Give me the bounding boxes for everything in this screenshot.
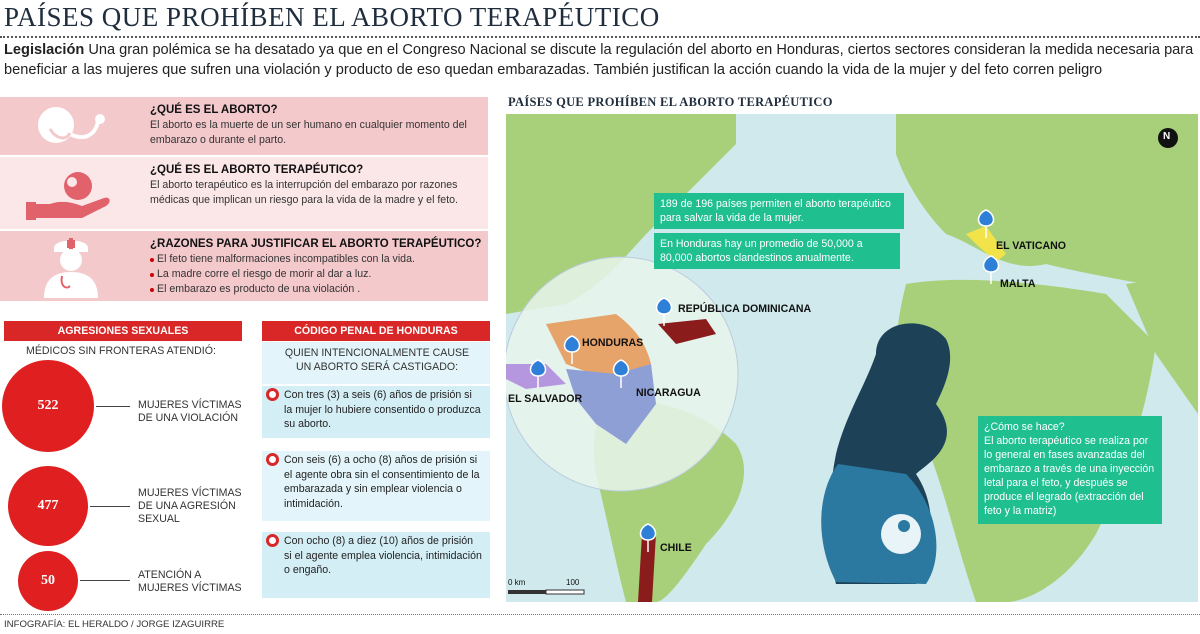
stat-circle-50: 50 (18, 551, 78, 611)
hand-fetus-icon (26, 163, 116, 225)
ring-icon (266, 534, 279, 547)
stat-label-line: MUJERES VÍCTIMAS (138, 582, 242, 594)
agresiones-subtitle: MÉDICOS SIN FRONTERAS ATENDIÓ: (26, 345, 216, 357)
map-graphic (506, 114, 1198, 602)
info-heading: ¿QUÉ ES EL ABORTO TERAPÉUTICO? (150, 164, 364, 176)
info-text: El aborto es la muerte de un ser humano en cualquier momento del embarazo o durante el parto. (150, 119, 467, 146)
stat-label-line: ATENCIÓN A (138, 569, 202, 581)
info-box-what-is-abortion (0, 97, 488, 155)
intro-text: Una gran polémica se ha desatado ya que en el Congreso Nacional se discute la regulación del aborto en Honduras, ciertos sectores consideran la medida necesaria para beneficiar a las mujeres que sufren una violación y producto de eso quedan embarazadas. También justifican la acción cuando la vida de la mujer y del feto corren peligro (4, 42, 1194, 78)
codigo-item-1 (262, 386, 490, 438)
stat-connector (96, 406, 130, 407)
stat-label-522 (138, 399, 242, 425)
codigo-intro: QUIEN INTENCIONALMENTE CAUSE UN ABORTO SERÁ CASTIGADO: (284, 347, 470, 373)
note-text: En Honduras hay un promedio de 50,000 a 80,000 abortos clandestinos anualmente. (660, 238, 863, 264)
doctor-icon (26, 234, 116, 298)
stat-label-line: SEXUAL (138, 513, 180, 525)
reason-item: La madre corre el riesgo de morir al dar a luz. (150, 267, 482, 282)
credit-line: INFOGRAFÍA: EL HERALDO / JORGE IZAGUIRRE (4, 619, 225, 630)
bottom-divider (0, 614, 1200, 615)
label-salvador: EL SALVADOR (508, 393, 583, 405)
codigo-item-text: Con tres (3) a seis (6) años de prisión si la mujer lo hubiere consentido o produzca su aborto. (284, 389, 481, 430)
info-text: El aborto terapéutico es la interrupción del embarazo por razones médicas que implican un riesgo para la vida de la madre y el feto. (150, 179, 458, 206)
stat-label-line: DE UNA AGRESIÓN (138, 500, 236, 512)
how-it-is-done-box (978, 416, 1162, 524)
intro-lead: Legislación (4, 42, 85, 58)
title-divider (0, 36, 1200, 38)
stat-label-line: MUJERES VÍCTIMAS (138, 399, 242, 411)
map-title: PAÍSES QUE PROHÍBEN EL ABORTO TERAPÉUTICO (508, 95, 833, 109)
stat-circle-522: 522 (2, 360, 94, 452)
reason-item: El feto tiene malformaciones incompatibles con la vida. (150, 252, 482, 267)
stat-label-line: DE UNA VIOLACIÓN (138, 412, 239, 424)
map-note-189 (654, 193, 904, 229)
intro-paragraph (4, 40, 1196, 80)
stat-label-line: MUJERES VÍCTIMAS (138, 487, 242, 499)
ring-icon (266, 388, 279, 401)
codigo-header: CÓDIGO PENAL DE HONDURAS (262, 321, 490, 341)
fetus-icon (26, 103, 116, 157)
label-dominicana: REPÚBLICA DOMINICANA (678, 303, 812, 315)
label-vaticano: EL VATICANO (996, 240, 1067, 252)
page-title: PAÍSES QUE PROHÍBEN EL ABORTO TERAPÉUTICO (4, 2, 660, 32)
map-note-honduras (654, 233, 900, 269)
ring-icon (266, 453, 279, 466)
label-malta: MALTA (1000, 278, 1036, 290)
scale-hundred: 100 (566, 578, 580, 587)
stat-label-477 (138, 487, 242, 526)
stat-connector (90, 506, 130, 507)
scale-zero: 0 km (508, 578, 526, 587)
info-box-therapeutic-abortion (0, 157, 488, 229)
info-heading: ¿RAZONES PARA JUSTIFICAR EL ABORTO TERAPÉUTICO? (150, 238, 482, 250)
stat-circle-477: 477 (8, 466, 88, 546)
world-map (506, 114, 1198, 602)
reason-item: El embarazo es producto de una violación . (150, 282, 482, 297)
note-text: 189 de 196 países permiten el aborto terapéutico para salvar la vida de la mujer. (660, 198, 891, 224)
codigo-item-3 (262, 532, 490, 598)
how-text: El aborto terapéutico se realiza por lo general en fases avanzadas del embarazo a través de una inyección letal para el feto, y después se produce el legrado (extracción del feto y la matriz) (984, 435, 1155, 517)
label-honduras: HONDURAS (582, 337, 644, 349)
agresiones-header: AGRESIONES SEXUALES (4, 321, 242, 341)
codigo-item-text: Con ocho (8) a diez (10) años de prisión si el agente emplea violencia, intimidación o engaño. (284, 535, 482, 576)
info-heading: ¿QUÉ ES EL ABORTO? (150, 104, 278, 116)
codigo-item-text: Con seis (6) a ocho (8) años de prisión si el agente obra sin el consentimiento de la embarazada y sin emplear violencia o intimidación. (284, 454, 480, 510)
stat-connector (80, 580, 130, 581)
how-heading: ¿Cómo se hace? (984, 421, 1065, 433)
codigo-item-2 (262, 451, 490, 521)
compass-n: N (1163, 131, 1171, 142)
label-chile: CHILE (660, 542, 692, 554)
label-nicaragua: NICARAGUA (636, 387, 701, 399)
reasons-list (150, 252, 482, 297)
stat-label-50 (138, 569, 242, 595)
info-box-reasons (0, 231, 488, 301)
